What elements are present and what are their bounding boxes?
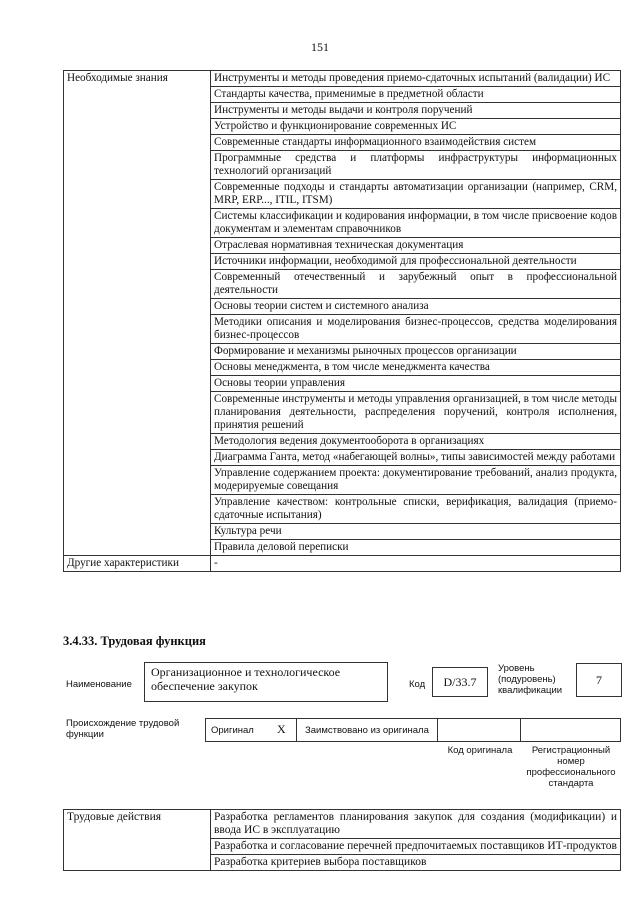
other-label: Другие характеристики (64, 556, 211, 572)
row-item: Управление содержанием проекта: документирование требований, анализ продукта, модерируемые совещания (211, 466, 621, 495)
origin-divider (437, 718, 438, 742)
row-item: Основы менеджмента, в том числе менеджмента качества (211, 360, 621, 376)
borrowed-label: Заимствовано из оригинала (305, 725, 429, 736)
row-item: Современные стандарты информационного взаимодействия систем (211, 135, 621, 151)
row-item: Основы теории систем и системного анализа (211, 299, 621, 315)
row-item: Культура речи (211, 524, 621, 540)
row-item: Разработка критериев выбора поставщиков (211, 855, 621, 871)
level-label: Уровень (подуровень) квалификации (498, 663, 563, 696)
level-value: 7 (576, 663, 622, 697)
row-item: Методология ведения документооборота в организациях (211, 434, 621, 450)
row-item: Современный отечественный и зарубежный опыт в профессиональной деятельности (211, 270, 621, 299)
origin-label: Происхождение трудовой функции (66, 718, 180, 740)
row-item: Инструменты и методы выдачи и контроля поручений (211, 103, 621, 119)
row-item: Инструменты и методы проведения приемо-сдаточных испытаний (валидации) ИС (211, 71, 621, 87)
row-label: Необходимые знания (64, 71, 211, 556)
code-caption: Код оригинала (447, 745, 513, 756)
row-label: Трудовые действия (64, 810, 211, 871)
original-mark: X (277, 722, 286, 736)
row-item: Источники информации, необходимой для профессиональной деятельности (211, 254, 621, 270)
row-item: Программные средства и платформы инфраструктуры информационных технологий организаций (211, 151, 621, 180)
section-title: 3.4.33. Трудовая функция (63, 634, 206, 648)
naming-value: Организационное и технологическое обеспечение закупок (144, 662, 388, 702)
origin-divider (520, 718, 521, 742)
row-item: Разработка и согласование перечней предпочитаемых поставщиков ИТ-продуктов (211, 839, 621, 855)
naming-label: Наименование (66, 679, 132, 690)
origin-divider (296, 718, 297, 742)
row-item: Разработка регламентов планирования закупок для создания (модификации) и ввода ИС в эксплуатацию (211, 810, 621, 839)
row-item: Отраслевая нормативная техническая документация (211, 238, 621, 254)
code-value: D/33.7 (432, 667, 488, 697)
actions-table (63, 809, 621, 871)
knowledge-table (63, 70, 621, 572)
original-label: Оригинал (211, 725, 254, 736)
row-item: Правила деловой переписки (211, 540, 621, 556)
row-item: Системы классификации и кодирования информации, в том числе присвоение кодов документам и элементам справочников (211, 209, 621, 238)
row-item: Формирование и механизмы рыночных процессов организации (211, 344, 621, 360)
row-item: Современные подходы и стандарты автоматизации организации (например, CRM, MRP, ERP..., ITIL, ITSM) (211, 180, 621, 209)
row-item: Устройство и функционирование современных ИС (211, 119, 621, 135)
row-item: Основы теории управления (211, 376, 621, 392)
row-item: Управление качеством: контрольные списки, верификация, валидация (приемо-сдаточные испытания) (211, 495, 621, 524)
code-label: Код (409, 679, 426, 690)
action-row (64, 810, 621, 839)
reg-caption: Регистрационный номер профессионального стандарта (526, 745, 616, 789)
row-item: Диаграмма Ганта, метод «набегающей волны», типы зависимостей между работами (211, 450, 621, 466)
page-number: 151 (311, 40, 329, 54)
knowledge-row (64, 71, 621, 87)
row-item: Стандарты качества, применимые в предметной области (211, 87, 621, 103)
row-item: Современные инструменты и методы управления организацией, в том числе методы планирования деятельности, распределения поручений, контроля исполнения, принятия решений (211, 392, 621, 434)
other-value: - (211, 556, 621, 572)
row-item: Методики описания и моделирования бизнес-процессов, средства моделирования бизнес-процессов (211, 315, 621, 344)
other-row (64, 556, 621, 572)
